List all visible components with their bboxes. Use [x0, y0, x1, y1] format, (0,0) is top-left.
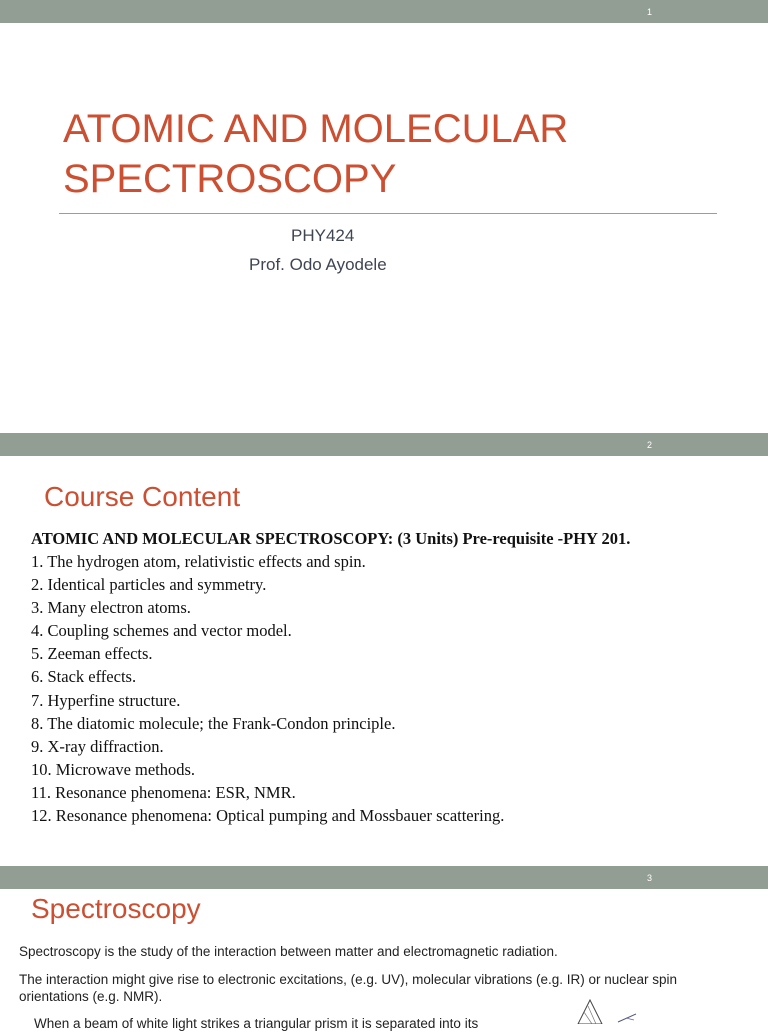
list-item: 7. Hyperfine structure.	[31, 690, 181, 710]
list-item: 5. Zeeman effects.	[31, 644, 153, 664]
prism-description: When a beam of white light strikes a triangular prism it is separated into its	[34, 1016, 479, 1031]
slide-2-header-band	[0, 433, 768, 456]
list-item: 6. Stack effects.	[31, 667, 137, 687]
spectroscopy-definition: Spectroscopy is the study of the interaction between matter and electromagnetic radiation.	[19, 944, 558, 959]
course-content-list	[31, 550, 504, 827]
slide-3-title: Spectroscopy	[31, 893, 201, 924]
list-item: 11. Resonance phenomena: ESR, NMR.	[31, 782, 296, 802]
list-item: 8. The diatomic molecule; the Frank-Condon principle.	[31, 713, 396, 733]
list-item: 12. Resonance phenomena: Optical pumping and Mossbauer scattering.	[31, 806, 505, 826]
slide-3-number: 3	[646, 873, 652, 883]
list-item: 10. Microwave methods.	[31, 759, 196, 779]
slide-2-title: Course Content	[44, 481, 241, 512]
slide-3-header-band	[0, 866, 768, 889]
interaction-description: The interaction might give rise to electronic excitations, (e.g. UV), molecular vibrations (e.g. IR) or nuclear spin orientations (e.g. NMR).	[19, 972, 678, 1004]
slide-2-number: 2	[646, 440, 652, 450]
list-item: 1. The hydrogen atom, relativistic effects and spin.	[31, 552, 366, 571]
title-divider	[59, 213, 717, 214]
list-item: 2. Identical particles and symmetry.	[31, 575, 267, 595]
slide-1-title: ATOMIC AND MOLECULAR SPECTROSCOPY	[63, 107, 569, 201]
prism-icon	[570, 996, 650, 1024]
list-item: 4. Coupling schemes and vector model.	[31, 621, 292, 641]
list-item: 3. Many electron atoms.	[31, 598, 191, 618]
slide-1-header-band	[0, 0, 768, 23]
slide-1-number: 1	[646, 7, 652, 17]
lecturer-name: Prof. Odo Ayodele	[249, 255, 387, 274]
course-code: PHY424	[291, 226, 355, 245]
list-item: 9. X-ray diffraction.	[31, 736, 164, 756]
course-heading: ATOMIC AND MOLECULAR SPECTROSCOPY: (3 Units) Pre-requisite -PHY 201.	[31, 529, 631, 548]
slide-1	[0, 23, 768, 433]
